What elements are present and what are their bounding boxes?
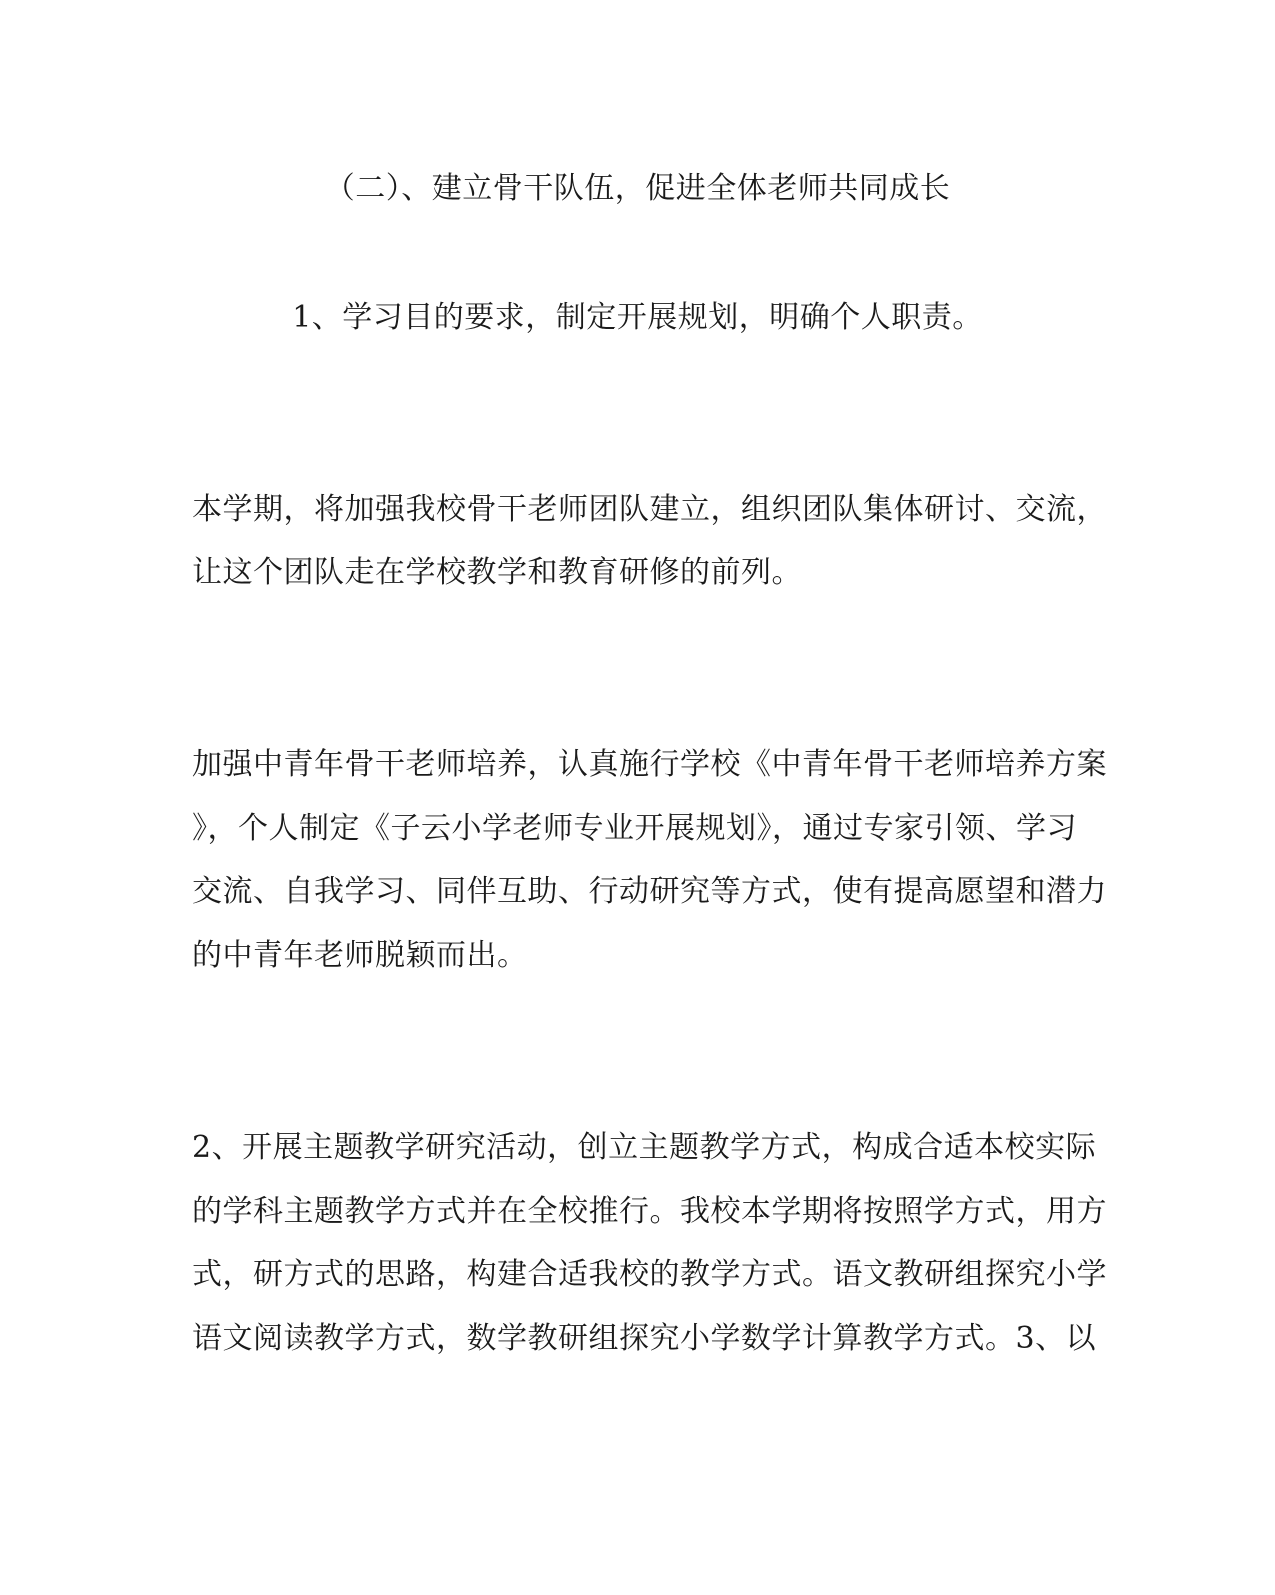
paragraph-line: 》，个人制定《子云小学老师专业开展规划》，通过专家引领、学习 [192,811,1077,846]
paragraph-line: 让这个团队走在学校教学和教育研修的前列。 [192,555,802,590]
paragraph-line: 2、开展主题教学研究活动，创立主题教学方式，构成合适本校实际 [192,1130,1097,1165]
paragraph-line: 加强中青年骨干老师培养，认真施行学校《中青年骨干老师培养方案 [192,747,1107,782]
section-heading: （二）、建立骨干队伍，促进全体老师共同成长 [324,171,951,206]
paragraph-line: 交流、自我学习、同伴互助、行动研究等方式，使有提高愿望和潜力 [192,874,1107,909]
paragraph-line: 的学科主题教学方式并在全校推行。我校本学期将按照学方式，用方 [192,1194,1107,1229]
paragraph-line: 的中青年老师脱颖而出。 [192,938,528,973]
subsection-heading: 1、学习目的要求，制定开展规划，明确个人职责。 [292,300,983,335]
paragraph-line: 语文阅读教学方式，数学教研组探究小学数学计算教学方式。3、以 [192,1321,1097,1356]
paragraph-line: 式，研方式的思路，构建合适我校的教学方式。语文教研组探究小学 [192,1257,1107,1292]
paragraph-line: 本学期，将加强我校骨干老师团队建立，组织团队集体研讨、交流， [192,492,1107,527]
